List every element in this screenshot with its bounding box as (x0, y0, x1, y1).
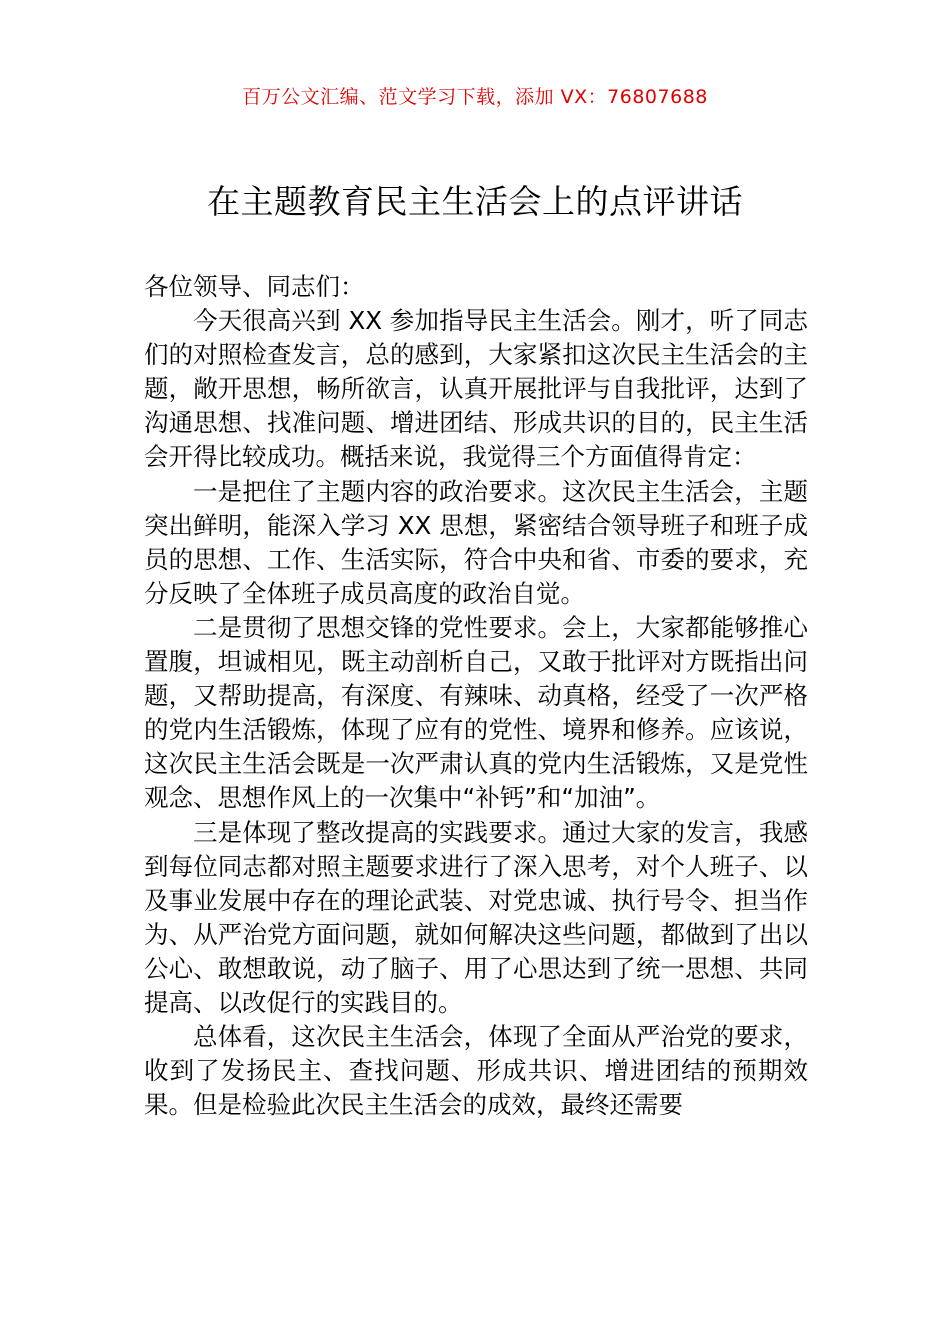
paragraph-point-three: 三是体现了整改提高的实践要求。通过大家的发言，我感到每位同志都对照主题要求进行了深入思考，对个人班子、以及事业发展中存在的理论武装、对党忠诚、执行号令、担当作为、从严治党方面问题，就如何解决这些问题，都做到了出以公心、敢想敢说，动了脑子、用了心思达到了统一思想、共同提高、以改促行的实践目的。 (144, 817, 808, 1017)
header-ad-text: 百万公文汇编、范文学习下载，添加 VX：76807688 (242, 86, 708, 108)
paragraph-intro: 今天很高兴到 XX 参加指导民主生活会。刚才，听了同志们的对照检查发言，总的感到，大家紧扣这次民主生活会的主题，敞开思想，畅所欲言，认真开展批评与自我批评，达到了沟通思想、找准问题、增进团结、形成共识的目的，民主生活会开得比较成功。概括来说，我觉得三个方面值得肯定： (144, 306, 808, 472)
paragraph-point-two: 二是贯彻了思想交锋的党性要求。会上，大家都能够推心置腹，坦诚相见，既主动剖析自己，又敢于批评对方既指出问题，又帮助提高，有深度、有辣味、动真格，经受了一次严格的党内生活锻炼，体现了应有的党性、境界和修养。应该说，这次民主生活会既是一次严肃认真的党内生活锻炼，又是党性观念、思想作风上的一次集中“补钙”和“加油”。 (144, 612, 808, 813)
salutation: 各位领导、同志们： (144, 272, 365, 301)
document-body (144, 270, 808, 1122)
paragraph-summary: 总体看，这次民主生活会，体现了全面从严治党的要求，收到了发扬民主、查找问题、形成共识、增进团结的预期效果。但是检验此次民主生活会的成效，最终还需要 (144, 1022, 808, 1120)
paragraph-point-one: 一是把住了主题内容的政治要求。这次民主生活会，主题突出鲜明，能深入学习 XX 思想，紧密结合领导班子和班子成员的思想、工作、生活实际，符合中央和省、市委的要求，充分反映了全体班子成员高度的政治自觉。 (144, 476, 808, 608)
document-title: 在主题教育民主生活会上的点评讲话 (207, 182, 743, 221)
